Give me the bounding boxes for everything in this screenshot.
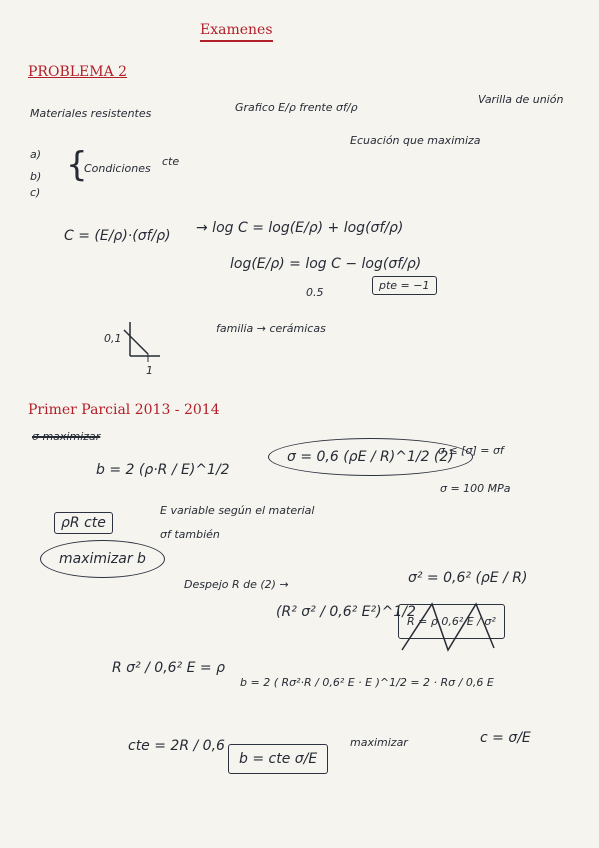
page-title: Examenes: [200, 22, 273, 42]
graph-y-tick: 0,1: [104, 332, 122, 345]
rho-r-box: ρR cte: [54, 512, 113, 534]
family-label: familia → cerámicas: [216, 322, 326, 335]
r-expression: (R² σ² / 0,6² E²)^1/2: [276, 604, 416, 620]
maximize-label: maximizar: [350, 736, 408, 749]
equation-note: Ecuación que maximiza: [350, 134, 481, 147]
graph-label: Grafico E/ρ frente σf/ρ: [235, 101, 358, 114]
brace: {: [66, 145, 88, 185]
conditions-label: Condiciones: [84, 162, 151, 175]
sigma-squared: σ² = 0,6² (ρE / R): [408, 570, 528, 586]
despejo-label: Despejo R de (2) →: [184, 578, 289, 591]
b-formula: b = 2 (ρ·R / E)^1/2: [96, 462, 230, 478]
crossed-box: R = ρ 0,6² E / σ²: [398, 604, 505, 639]
maximize-b-oval: maximizar b: [40, 540, 165, 578]
slope-box: pte = −1: [372, 276, 437, 295]
sigma-condition: σ ≤ [σ] = σf: [438, 444, 504, 457]
problem2-heading: PROBLEMA 2: [28, 64, 128, 80]
sigma-too-note: σf también: [160, 528, 220, 541]
cte-formula: cte = 2R / 0,6: [128, 738, 225, 754]
item-a: a): [30, 148, 42, 161]
sigma-value: σ = 100 MPa: [440, 482, 511, 495]
slope-value: 0.5: [306, 286, 324, 299]
c-sigma: c = σ/E: [480, 730, 531, 746]
b-expanded: b = 2 ( Rσ²·R / 0,6² E · E )^1/2 = 2 · Rσ / 0,6 E: [240, 676, 494, 689]
item-b: b): [30, 170, 42, 183]
rod-label: Varilla de unión: [478, 93, 564, 106]
r-sigma-relation: R σ² / 0,6² E = ρ: [112, 660, 225, 676]
first-partial-heading: Primer Parcial 2013 - 2014: [28, 402, 220, 418]
formula-c: C = (E/ρ)·(σf/ρ): [64, 228, 171, 244]
materials-label: Materiales resistentes: [30, 107, 152, 120]
e-variable-note: E variable según el material: [160, 504, 315, 517]
boxed-result: b = cte σ/E: [228, 744, 328, 774]
log-equation-2: log(E/ρ) = log C − log(σf/ρ): [230, 256, 422, 272]
sigma-formula: σ = 0,6 (ρE / R)^1/2 (2): [268, 438, 473, 476]
item-c: c): [30, 186, 41, 199]
cte-label: cte: [162, 155, 180, 168]
graph-x-tick: 1: [146, 364, 153, 377]
log-equation: → log C = log(E/ρ) + log(σf/ρ): [196, 220, 404, 236]
struck-text: σ maximizar: [32, 430, 101, 443]
